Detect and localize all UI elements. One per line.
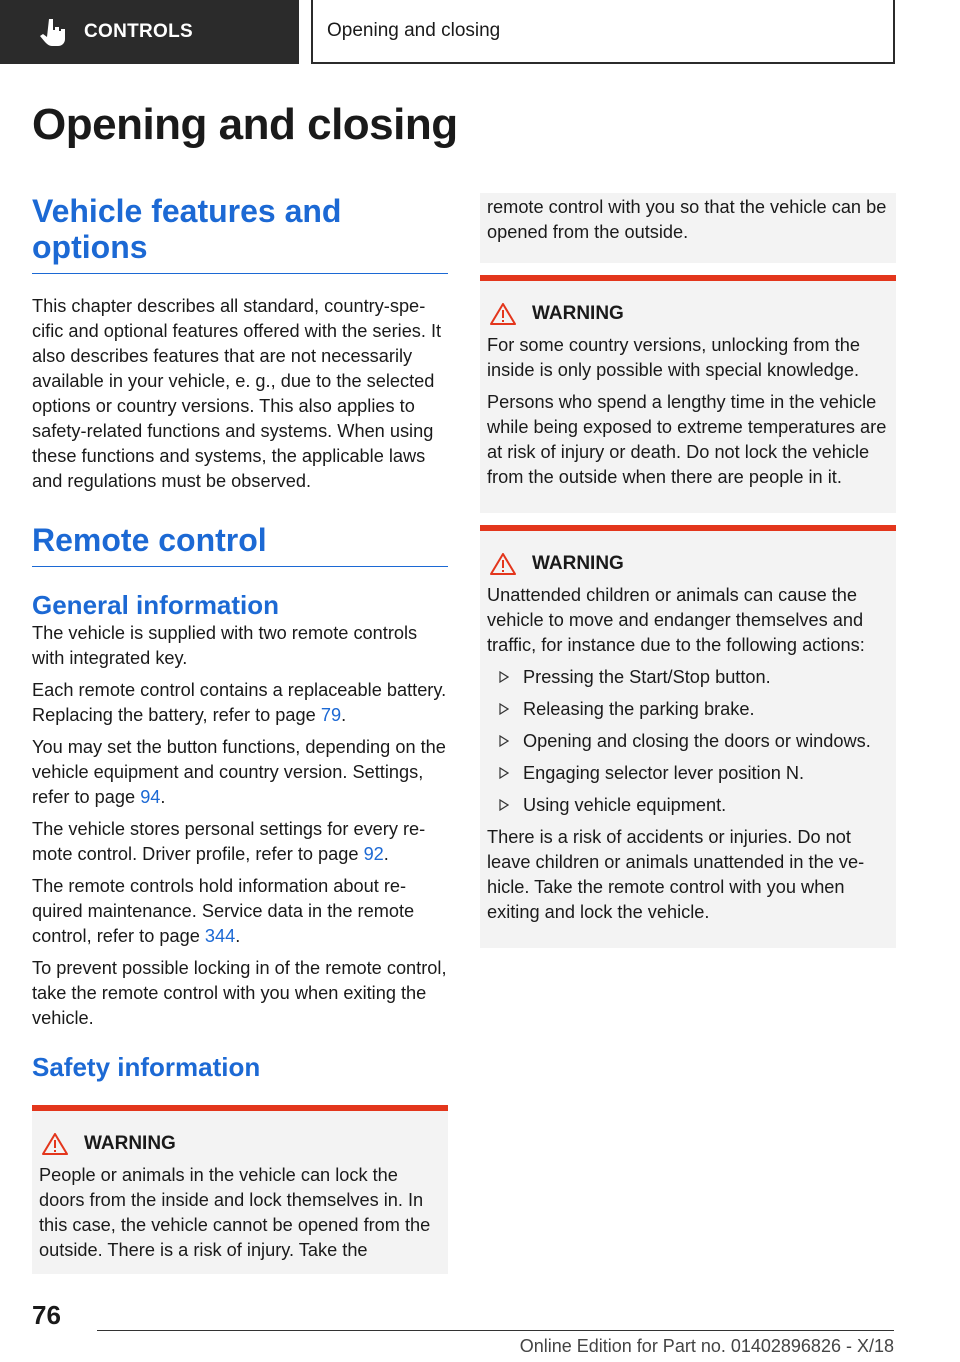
hand-pointer-icon xyxy=(40,17,68,47)
page-link[interactable]: 92 xyxy=(363,844,384,864)
page-link[interactable]: 344 xyxy=(204,926,236,946)
right-column xyxy=(480,193,896,948)
warning-text-continued: remote control with you so that the vehicle can be opened from the outside. xyxy=(487,197,887,242)
warning-box-continued xyxy=(480,193,896,263)
heading-vehicle-features: Vehicle features and options xyxy=(32,193,342,265)
triangle-bullet-icon xyxy=(499,735,509,747)
paragraph-remote-3: You may set the button functions, depending on the vehicle equipment and country version. Settings, refer to page 94. xyxy=(32,737,446,807)
paragraph-remote-5: The remote controls hold information about required maintenance. Service data in the remote control, refer to page 344. xyxy=(32,876,415,946)
warning-text: Unattended children or animals can cause the vehicle to move and endanger themselves and traffic, for instance due to the following actions: xyxy=(487,585,865,655)
paragraph-remote-1: The vehicle is supplied with two remote controls with integrated key. xyxy=(32,623,418,668)
warning-box xyxy=(480,525,896,948)
list-item: Engaging selector lever position N. xyxy=(487,761,889,786)
warning-triangle-icon xyxy=(490,553,516,575)
list-item: Releasing the parking brake. xyxy=(487,697,889,722)
warning-header xyxy=(487,303,889,325)
warning-text: Persons who spend a lengthy time in the vehicle while being exposed to extreme temperatures are at risk of injury or death. Do not lock the vehicle from the outside when there are people in it. xyxy=(487,392,887,487)
warning-text: There is a risk of accidents or injuries. Do not leave children or animals unattended in the vehicle. Take the remote control with you when exiting and lock the vehicle. xyxy=(487,827,865,922)
warning-box xyxy=(32,1105,448,1274)
heading-general-information: General information xyxy=(32,590,280,620)
page-link[interactable]: 79 xyxy=(320,705,342,725)
warning-title: WARNING xyxy=(532,553,624,574)
paragraph-remote-2: Each remote control contains a replaceable battery. Replacing the battery, refer to page 79. xyxy=(32,680,447,725)
footer-edition: Online Edition for Part no. 01402896826 - X/18 xyxy=(519,1336,894,1356)
footer-rule xyxy=(97,1330,894,1331)
heading-remote-control: Remote control xyxy=(32,522,267,558)
page-number: 76 xyxy=(32,1300,61,1330)
paragraph-features: This chapter describes all standard, country-specific and optional features offered with the series. It also describes features that are not necessarily available in your vehicle, e. g., due to the selected options or country versions. This also applies to safety-related functions and systems. When using these functions and systems, the applicable laws and regulations must be observed. xyxy=(32,296,442,491)
triangle-bullet-icon xyxy=(499,703,509,715)
action-list xyxy=(487,665,889,818)
warning-triangle-icon xyxy=(490,303,516,325)
warning-text: For some country versions, unlocking from the inside is only possible with special knowledge. xyxy=(487,335,860,380)
triangle-bullet-icon xyxy=(499,671,509,683)
warning-title: WARNING xyxy=(84,1133,176,1154)
paragraph-remote-6: To prevent possible locking in of the remote control, take the remote control with you when exiting the vehicle. xyxy=(32,958,447,1028)
page-title: Opening and closing xyxy=(32,100,458,149)
header-section-title xyxy=(311,0,895,64)
list-item: Using vehicle equipment. xyxy=(487,793,889,818)
heading-rule xyxy=(32,273,448,274)
triangle-bullet-icon xyxy=(499,767,509,779)
header-chapter-tab xyxy=(0,0,299,64)
heading-safety-information: Safety information xyxy=(32,1052,261,1082)
page-link[interactable]: 94 xyxy=(140,787,161,807)
left-column xyxy=(32,193,448,1274)
warning-text: People or animals in the vehicle can lock the doors from the inside and lock themselves in. In this case, the vehicle cannot be opened from the outside. There is a risk of injury. Take the xyxy=(39,1165,431,1260)
heading-rule xyxy=(32,566,448,567)
warning-box xyxy=(480,275,896,513)
section-label: Opening and closing xyxy=(327,20,501,41)
warning-title: WARNING xyxy=(532,303,624,324)
list-item: Opening and closing the doors or windows. xyxy=(487,729,889,754)
chapter-label: CONTROLS xyxy=(84,21,194,42)
warning-header xyxy=(487,553,889,575)
paragraph-remote-4: The vehicle stores personal settings for every remote control. Driver profile, refer to page 92. xyxy=(32,819,426,864)
list-item: Pressing the Start/Stop button. xyxy=(487,665,889,690)
triangle-bullet-icon xyxy=(499,799,509,811)
warning-header xyxy=(39,1133,441,1155)
warning-triangle-icon xyxy=(42,1133,68,1155)
